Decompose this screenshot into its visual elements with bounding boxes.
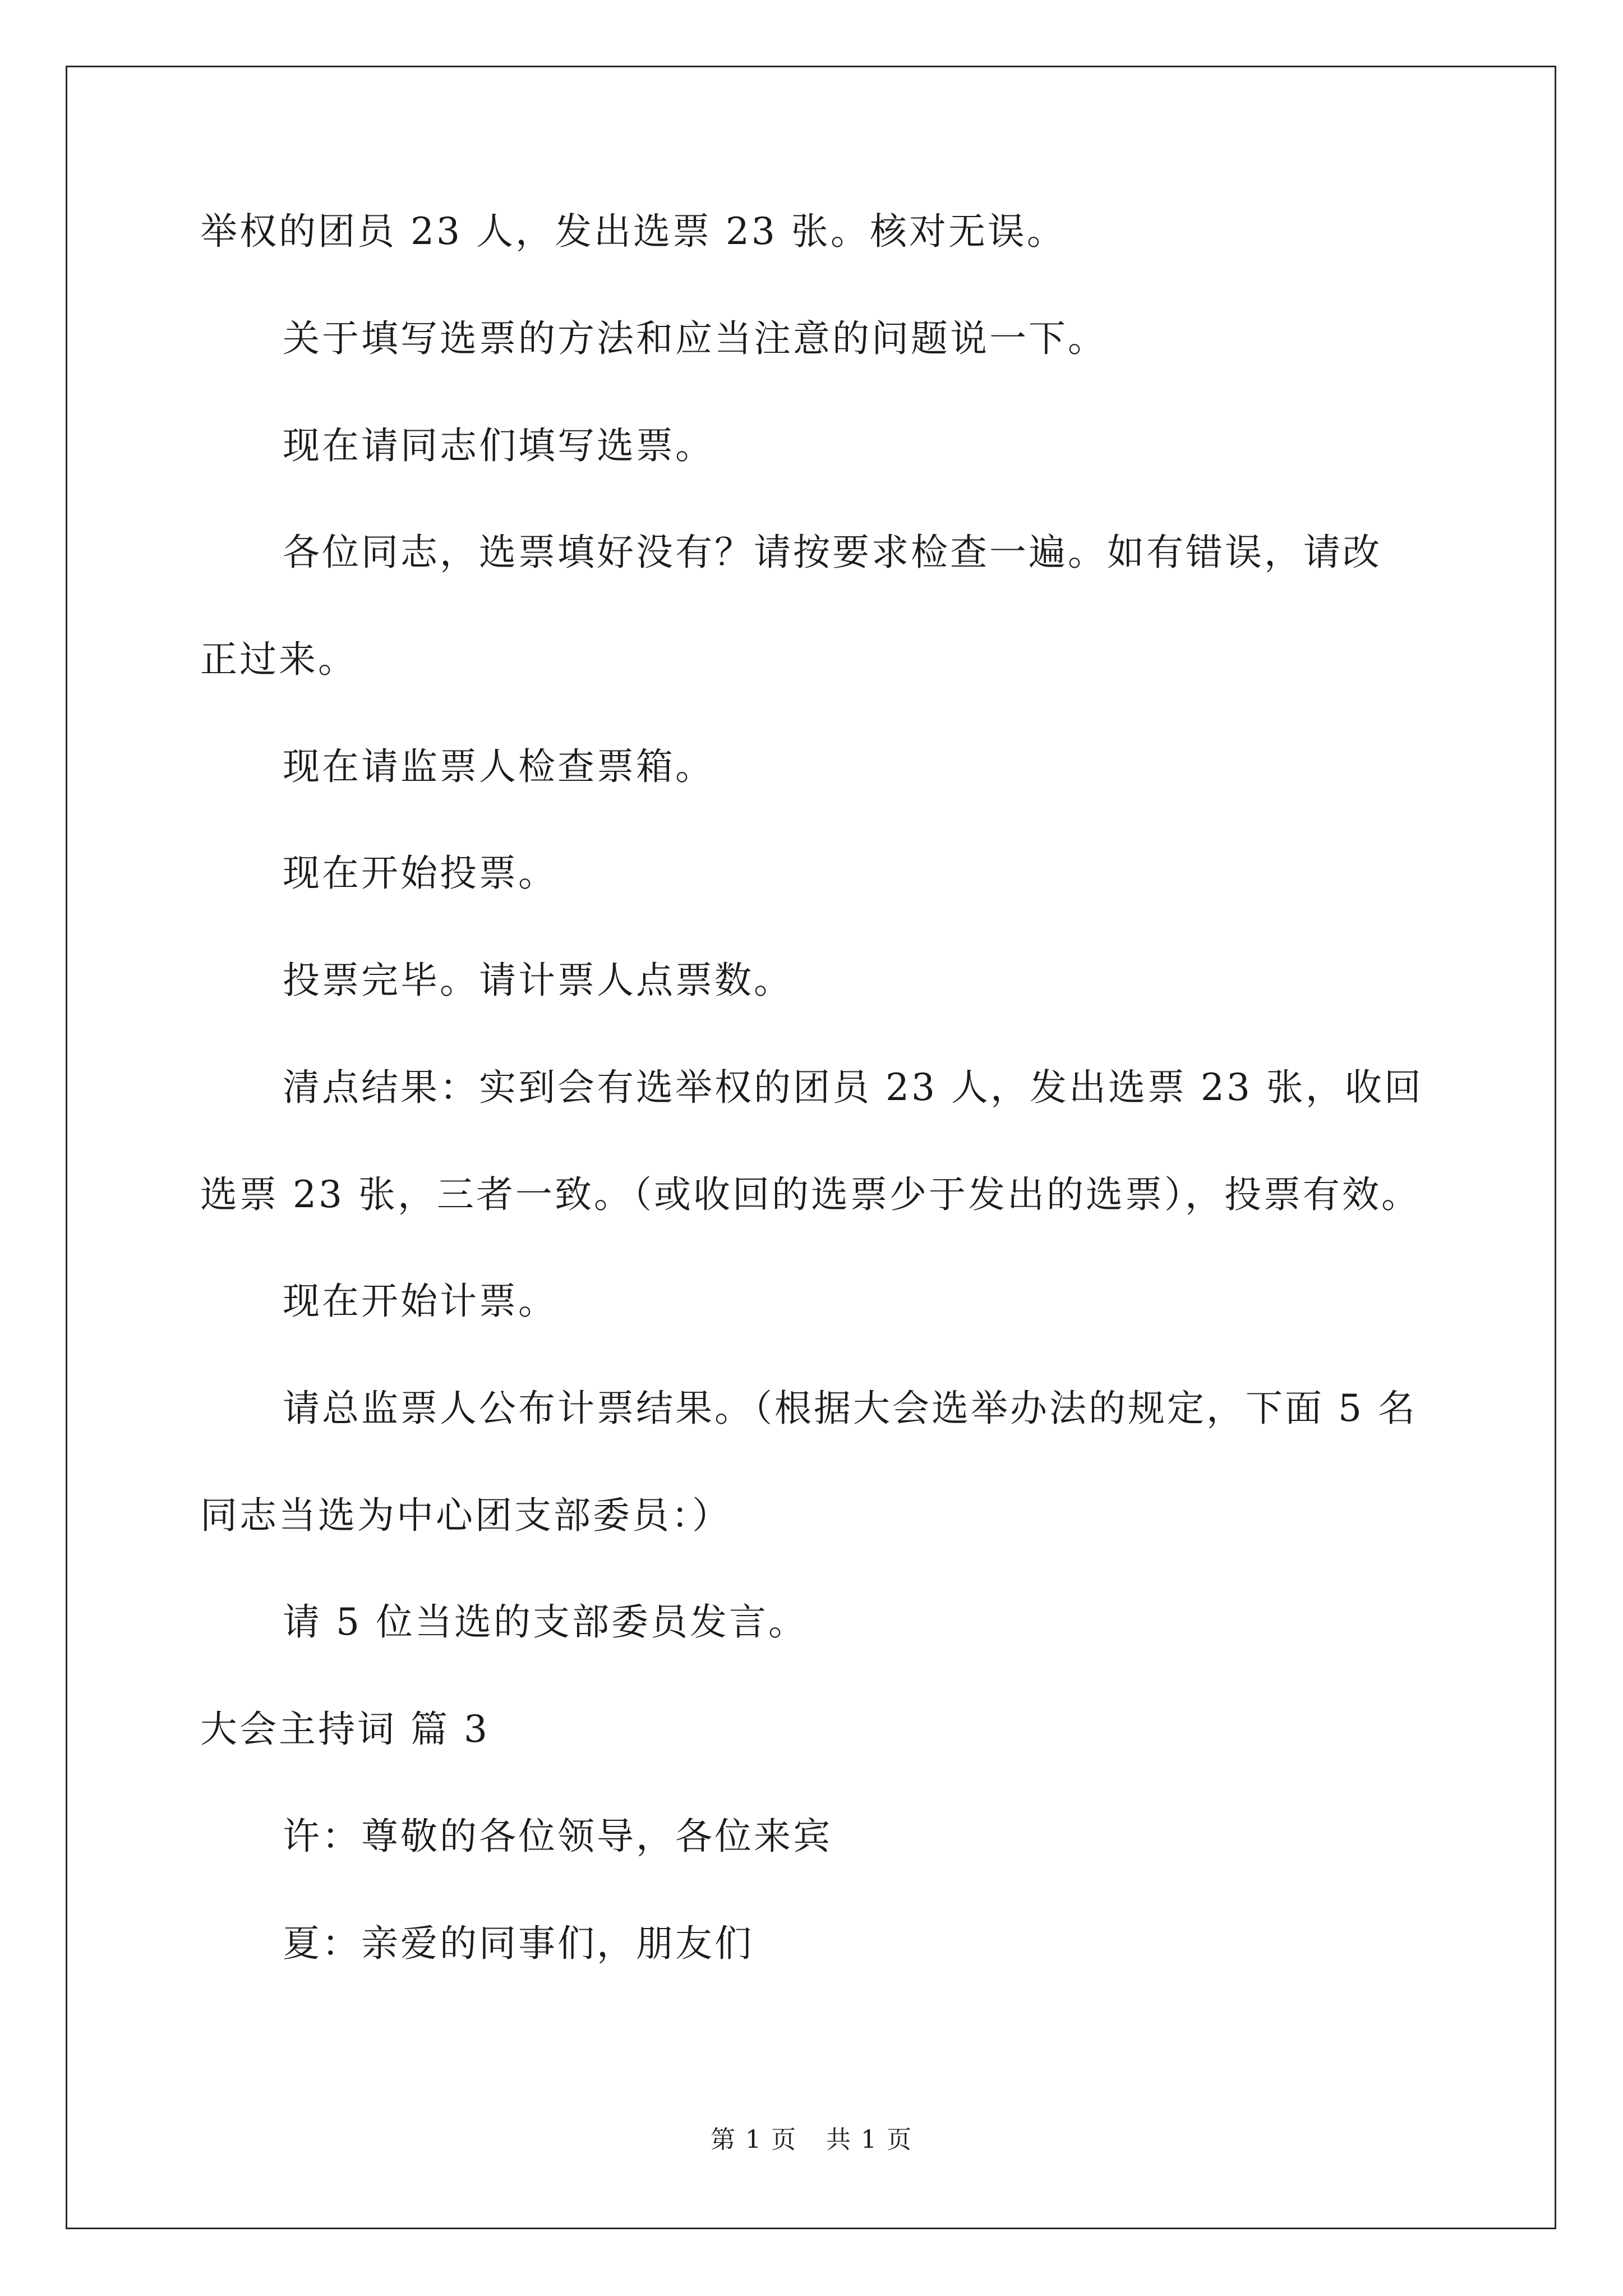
paragraph-line: 清点结果：实到会有选举权的团员 23 人，发出选票 23 张，收回 [283,1066,1423,1109]
paragraph-line: 同志当选为中心团支部委员：） [200,1494,731,1537]
paragraph-line: 正过来。 [200,638,357,681]
paragraph-line: 选票 23 张，三者一致。（或收回的选票少于发出的选票），投票有效。 [200,1173,1421,1216]
paragraph-line: 请总监票人公布计票结果。（根据大会选举办法的规定，下面 5 名 [283,1387,1417,1430]
paragraph-line: 夏：亲爱的同事们，朋友们 [283,1922,754,1965]
paragraph-line: 许：尊敬的各位领导，各位来宾 [283,1815,832,1858]
paragraph-line: 现在请同志们填写选票。 [283,424,714,467]
paragraph-line: 现在开始投票。 [283,852,557,895]
section-heading: 大会主持词 篇 3 [200,1708,490,1751]
paragraph-line: 请 5 位当选的支部委员发言。 [283,1600,808,1644]
paragraph-line: 关于填写选票的方法和应当注意的问题说一下。 [283,317,1107,360]
paragraph-line: 现在请监票人检查票箱。 [283,745,714,788]
page-total: 共 1 页 [826,2125,912,2154]
paragraph-line: 现在开始计票。 [283,1280,557,1323]
page-footer [0,2119,1623,2155]
paragraph-line: 各位同志，选票填好没有？请按要求检查一遍。如有错误，请改 [283,531,1382,574]
paragraph-line: 举权的团员 23 人，发出选票 23 张。核对无误。 [200,210,1066,253]
page-number: 第 1 页 [711,2125,797,2154]
page-border [66,66,1556,2229]
paragraph-line: 投票完毕。请计票人点票数。 [283,959,793,1002]
